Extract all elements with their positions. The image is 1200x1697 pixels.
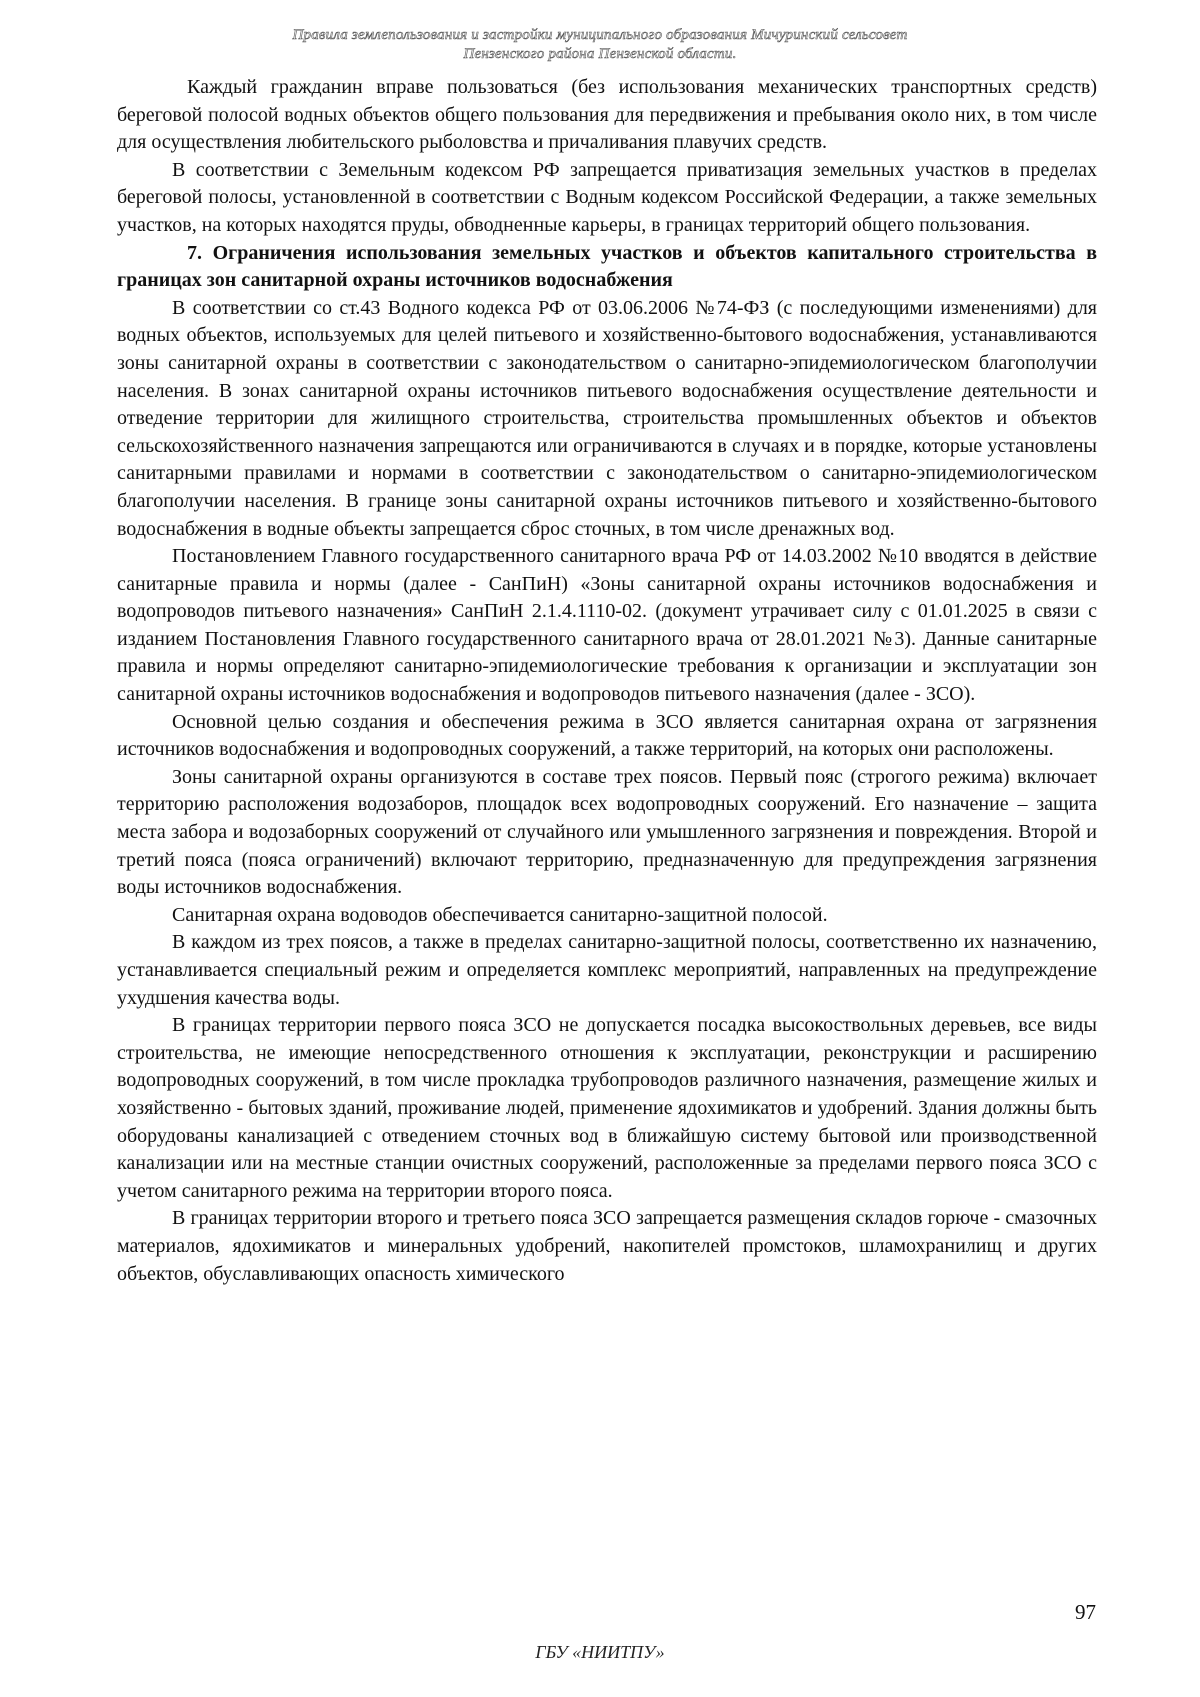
paragraph-water-conduits: Санитарная охрана водоводов обеспечивается санитарно-защитной полосой. (172, 903, 828, 926)
footer-organization: ГБУ «НИИТПУ» (535, 1642, 665, 1662)
running-header-line-1: Правила землепользования и застройки муниципального образования Мичуринский сельсовет (292, 27, 908, 43)
page-number: 97 (1075, 1600, 1096, 1624)
paragraph-shoreline-use: Каждый гражданин вправе пользоваться (без использования механических транспортных средств) береговой полосой водных объектов общего пользования для передвижения и пребывания около них, в том числе для осуществления любительского рыболовства и причаливания плавучих средств. (117, 76, 1097, 154)
paragraph-three-belts: Зоны санитарной охраны организуются в составе трех поясов. Первый пояс (строгого режима) включает территорию расположения водозаборов, площадок всех водопроводных сооружений. Его назначение – защита места забора и водозаборных сооружений от случайного или умышленного загрязнения и повреждения. Второй и третий пояса (пояса ограничений) включают территорию, предназначенную для предупреждения загрязнения воды источников водоснабжения. (117, 765, 1097, 899)
document-body (117, 74, 1097, 1288)
running-header (110, 26, 1090, 64)
running-header-line-2: Пензенского района Пензенской области. (463, 46, 737, 62)
paragraph-first-belt: В границах территории первого пояса ЗСО не допускается посадка высокоствольных деревьев, все виды строительства, не имеющие непосредственного отношения к эксплуатации, реконструкции и расширению водопроводных сооружений, в том числе прокладка трубопроводов различного назначения, размещение жилых и хозяйственно - бытовых зданий, проживание людей, применение ядохимикатов и удобрений. Здания должны быть оборудованы канализацией с отведением сточных вод в ближайшую систему бытовой или производственной канализации или на местные станции очистных сооружений, расположенные за пределами первого пояса ЗСО с учетом санитарного режима на территории второго пояса. (117, 1014, 1097, 1202)
paragraph-water-code: В соответствии со ст.43 Водного кодекса РФ от 03.06.2006 №74-ФЗ (с последующими изменениями) для водных объектов, используемых для целей питьевого и хозяйственно-бытового водоснабжения, устанавливаются зоны санитарной охраны в соответствии с законодательством о санитарно-эпидемиологическом благополучии населения. В зонах санитарной охраны источников питьевого водоснабжения осуществление деятельности и отведение территории для жилищного строительства, строительства промышленных объектов и объектов сельскохозяйственного назначения запрещаются или ограничиваются в случаях и в порядке, которые установлены санитарными правилами и нормами в соответствии с законодательством о санитарно-эпидемиологическом благополучии населения. В границе зоны санитарной охраны источников питьевого и хозяйственно-бытового водоснабжения в водные объекты запрещается сброс сточных, в том числе дренажных вод. (117, 296, 1097, 540)
paragraph-special-regime: В каждом из трех поясов, а также в пределах санитарно-защитной полосы, соответственно их назначению, устанавливается специальный режим и определяется комплекс мероприятий, направленных на предупреждение ухудшения качества воды. (117, 931, 1097, 1009)
paragraph-main-goal: Основной целью создания и обеспечения режима в ЗСО является санитарная охрана от загрязнения источников водоснабжения и водопроводных сооружений, а также территорий, на которых они расположены. (117, 710, 1097, 761)
section-heading: 7. Ограничения использования земельных участков и объектов капитального строительства в границах зон санитарной охраны источников водоснабжения (117, 241, 1097, 292)
paragraph-second-third-belt: В границах территории второго и третьего пояса ЗСО запрещается размещения складов горюче - смазочных материалов, ядохимикатов и минеральных удобрений, накопителей промстоков, шламохранилищ и других объектов, обуславливающих опасность химического (117, 1207, 1097, 1285)
paragraph-privatization-ban: В соответствии с Земельным кодексом РФ запрещается приватизация земельных участков в пределах береговой полосы, установленной в соответствии с Водным кодексом Российской Федерации, а также земельных участков, на которых находятся пруды, обводненные карьеры, в границах территорий общего пользования. (117, 158, 1097, 236)
paragraph-sanpin-decree: Постановлением Главного государственного санитарного врача РФ от 14.03.2002 №10 вводятся в действие санитарные правила и нормы (далее - СанПиН) «Зоны санитарной охраны источников водоснабжения и водопроводов питьевого назначения» СанПиН 2.1.4.1110-02. (документ утрачивает силу с 01.01.2025 в связи с изданием Постановления Главного государственного санитарного врача от 28.01.2021 №3). Данные санитарные правила и нормы определяют санитарно-эпидемиологические требования к организации и эксплуатации зон санитарной охраны источников водоснабжения и водопроводов питьевого назначения (далее - ЗСО). (117, 545, 1097, 706)
